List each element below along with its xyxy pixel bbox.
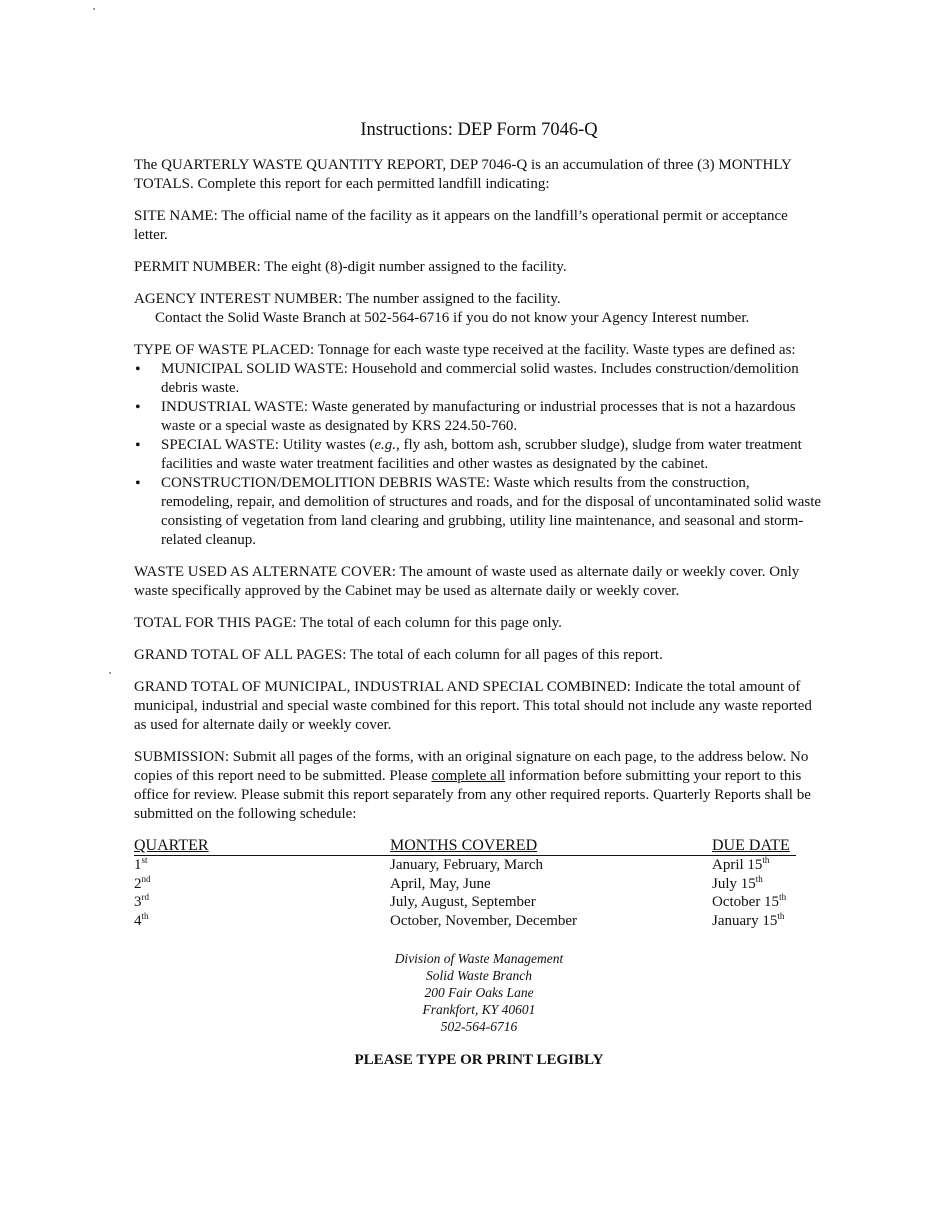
scan-speck <box>93 8 95 10</box>
address-line: Frankfort, KY 40601 <box>422 1002 536 1017</box>
schedule-table <box>134 837 796 930</box>
due-cell <box>712 856 796 875</box>
list-item <box>134 436 824 474</box>
mailing-address <box>134 950 824 1035</box>
quarter-number: 1 <box>134 857 142 873</box>
due-date: January 15 <box>712 912 778 929</box>
site-name-paragraph: SITE NAME: The official name of the facility as it appears on the landfill’s operational permit or acceptance letter. <box>134 208 788 243</box>
quarter-number: 2 <box>134 875 142 892</box>
address-line: Solid Waste Branch <box>426 968 532 983</box>
type-of-waste-intro: TYPE OF WASTE PLACED: Tonnage for each waste type received at the facility. Waste types are defined as: <box>134 342 796 358</box>
quarter-cell <box>134 912 390 931</box>
special-waste-start: SPECIAL WASTE: Utility wastes ( <box>161 437 375 453</box>
table-row <box>134 912 796 931</box>
table-row <box>134 875 796 894</box>
special-waste-eg: e.g. <box>374 437 397 453</box>
grand-total-combined-paragraph: GRAND TOTAL OF MUNICIPAL, INDUSTRIAL AND SPECIAL COMBINED: Indicate the total amount of municipal, industrial and special waste combined for this report. This total should not include any waste reported as used for alternate daily or weekly cover. <box>134 679 812 733</box>
due-suffix: th <box>755 873 763 884</box>
grand-total-pages-paragraph: GRAND TOTAL OF ALL PAGES: The total of each column for all pages of this report. <box>134 647 663 663</box>
quarter-suffix: st <box>141 855 148 865</box>
submission-part2: information before submitting your report to this office for review. Please submit this report separately from any other required reports. Quarterly Reports shall be submitted on the following schedule: <box>134 768 811 822</box>
quarter-cell <box>134 875 390 894</box>
due-suffix: th <box>762 855 770 865</box>
address-line: Division of Waste Management <box>394 951 564 966</box>
due-cell <box>712 875 796 894</box>
quarter-cell <box>134 856 390 875</box>
quarter-suffix: nd <box>141 873 151 884</box>
page-title: Instructions: DEP Form 7046-Q <box>360 120 598 140</box>
submission-paragraph <box>134 748 824 824</box>
submission-part1: SUBMISSION: Submit all pages of the forms, with an original signature on each page, to the address below. No copies of this report need to be submitted. Please <box>134 749 809 784</box>
type-of-waste-section <box>134 341 824 550</box>
footer-notice: PLEASE TYPE OR PRINT LEGIBLY <box>354 1052 604 1068</box>
months-cell: July, August, September <box>390 894 536 910</box>
list-item: • MUNICIPAL SOLID WASTE: Household and commercial solid wastes. Includes construction/demolition debris waste. <box>134 360 824 398</box>
table-row <box>134 856 796 875</box>
months-cell: January, February, March <box>390 857 543 873</box>
list-item: • INDUSTRIAL WASTE: Waste generated by manufacturing or industrial processes that is not a hazardous waste or a special waste as designated by KRS 224.50-760. <box>134 398 824 436</box>
due-date: July 15 <box>712 875 756 892</box>
address-line: 200 Fair Oaks Lane <box>424 985 534 1000</box>
table-row <box>134 893 796 912</box>
quarter-cell <box>134 893 390 912</box>
total-page-paragraph: TOTAL FOR THIS PAGE: The total of each column for this page only. <box>134 615 562 631</box>
quarter-suffix: rd <box>141 892 149 902</box>
alternate-cover-paragraph: WASTE USED AS ALTERNATE COVER: The amount of waste used as alternate daily or weekly cover. Only waste specifically approved by the Cabinet may be used as alternate daily or weekly cover. <box>134 564 800 599</box>
header-months: MONTHS COVERED <box>390 837 712 856</box>
months-cell: October, November, December <box>390 912 578 929</box>
intro-paragraph: The QUARTERLY WASTE QUANTITY REPORT, DEP 7046-Q is an accumulation of three (3) MONTHLY TOTALS. Complete this report for each permitted landfill indicating: <box>134 157 792 192</box>
due-date: April 15 <box>712 857 763 873</box>
due-cell <box>712 893 796 912</box>
agency-interest-contact: Contact the Solid Waste Branch at 502-564-6716 if you do not know your Agency Interest number. <box>155 310 750 326</box>
table-header-row <box>134 837 796 856</box>
header-due-date: DUE DATE <box>712 837 796 856</box>
due-suffix: th <box>777 910 785 921</box>
agency-interest-paragraph <box>134 290 824 328</box>
quarter-number: 4 <box>134 912 142 929</box>
instructions-page <box>134 118 824 1070</box>
quarter-suffix: th <box>141 910 149 921</box>
agency-interest-line: AGENCY INTEREST NUMBER: The number assigned to the facility. <box>134 291 561 307</box>
waste-type-list <box>134 360 824 550</box>
scan-speck <box>109 672 111 674</box>
list-item: • CONSTRUCTION/DEMOLITION DEBRIS WASTE: Waste which results from the construction, remodeling, repair, and demolition of structures and roads, and for the disposal of uncontaminated solid waste consisting of vegetation from land clearing and grubbing, utility line maintenance, and seasonal and storm-related cleanup. <box>134 474 824 550</box>
submission-underlined: complete all <box>431 768 506 784</box>
header-quarter: QUARTER <box>134 837 390 856</box>
due-suffix: th <box>779 892 787 902</box>
months-cell: April, May, June <box>390 875 491 892</box>
quarter-number: 3 <box>134 894 142 910</box>
permit-number-paragraph: PERMIT NUMBER: The eight (8)-digit number assigned to the facility. <box>134 259 567 275</box>
due-date: October 15 <box>712 894 780 910</box>
special-waste-rest: , fly ash, bottom ash, scrubber sludge), sludge from water treatment facilities and waste water treatment facilities and other wastes as designated by the cabinet. <box>161 437 802 472</box>
address-phone: 502-564-6716 <box>440 1019 518 1034</box>
due-cell <box>712 912 796 931</box>
